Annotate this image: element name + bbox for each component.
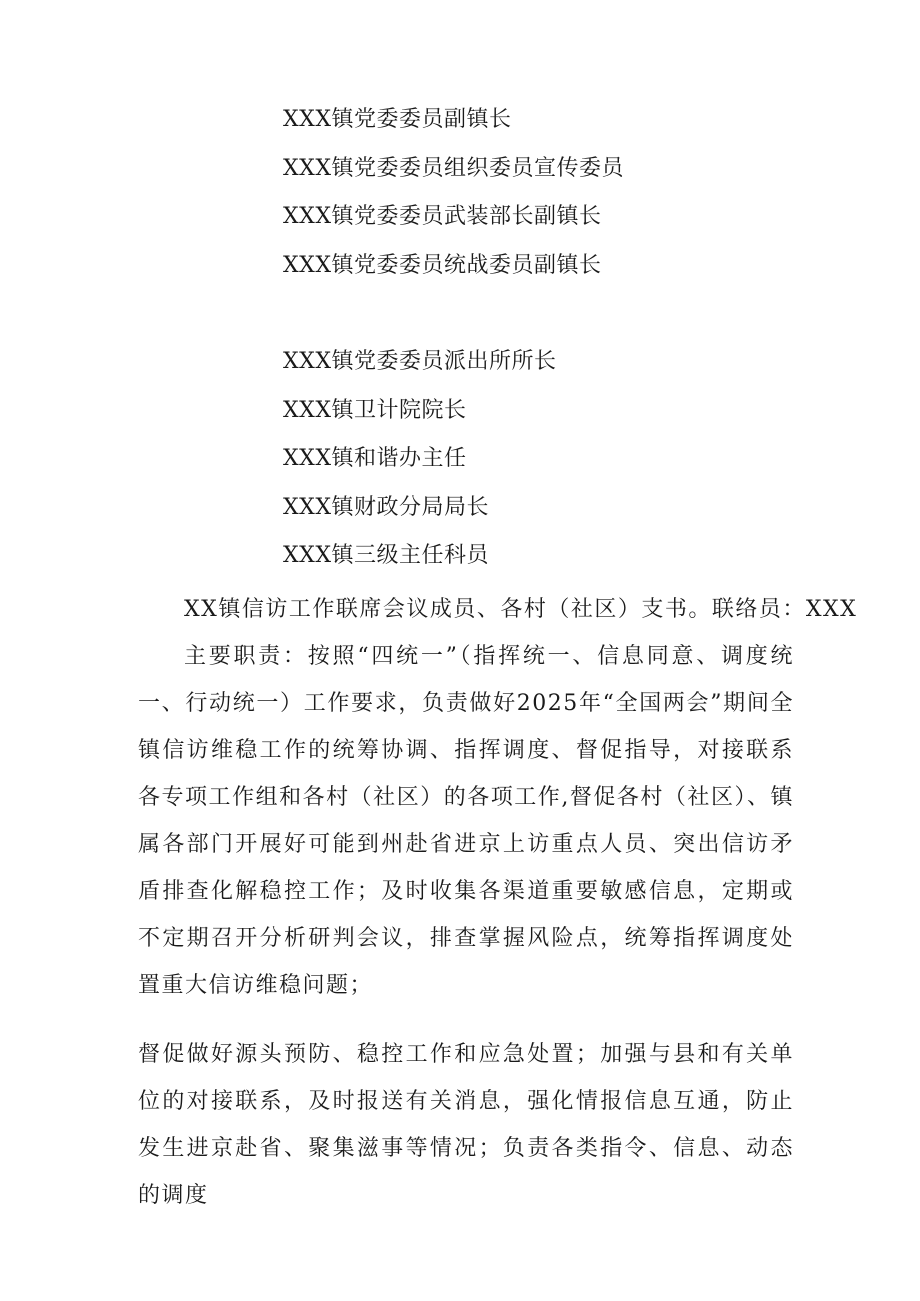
duties-continued-paragraph: 督促做好源头预防、稳控工作和应急处置；加强与县和有关单位的对接联系，及时报送有关消息，强化情报信息互通，防止发生进京赴省、聚集滋事等情况；负责各类指令、信息、动态的调度 — [138, 1042, 794, 1208]
duties-paragraph: 主要职责：按照“四统一”（指挥统一、信息同意、调度统一、行动统一）工作要求，负责做好2025年“全国两会”期间全镇信访维稳工作的统筹协调、指挥调度、督促指导，对接联系各专项工作组和各村（社区）的各项工作,督促各村（社区）、镇属各部门开展好可能到州赴省进京上访重点人员、突出信访矛盾排查化解稳控工作；及时收集各渠道重要敏感信息，定期或不定期召开分析研判会议，排查掌握风险点，统筹指挥调度处置重大信访维稳问题； — [138, 644, 794, 998]
member-item: XXX镇财政分局局长 — [283, 494, 489, 520]
member-item: XXX镇三级主任科员 — [283, 543, 489, 568]
member-list — [283, 96, 624, 581]
member-item: XXX镇党委委员组织委员宣传委员 — [283, 155, 624, 181]
member-item: XXX镇和谐办主任 — [283, 446, 467, 471]
members-note-paragraph: XX镇信访工作联席会议成员、各村（社区）支书。联络员：XXX — [184, 597, 858, 622]
member-item: XXX镇党委委员副镇长 — [283, 107, 512, 132]
member-item: XXX镇卫计院院长 — [283, 397, 467, 423]
member-item: XXX镇党委委员统战委员副镇长 — [283, 252, 602, 278]
member-item: XXX镇党委委员派出所所长 — [283, 349, 557, 374]
member-item: XXX镇党委委员武装部长副镇长 — [283, 204, 602, 229]
